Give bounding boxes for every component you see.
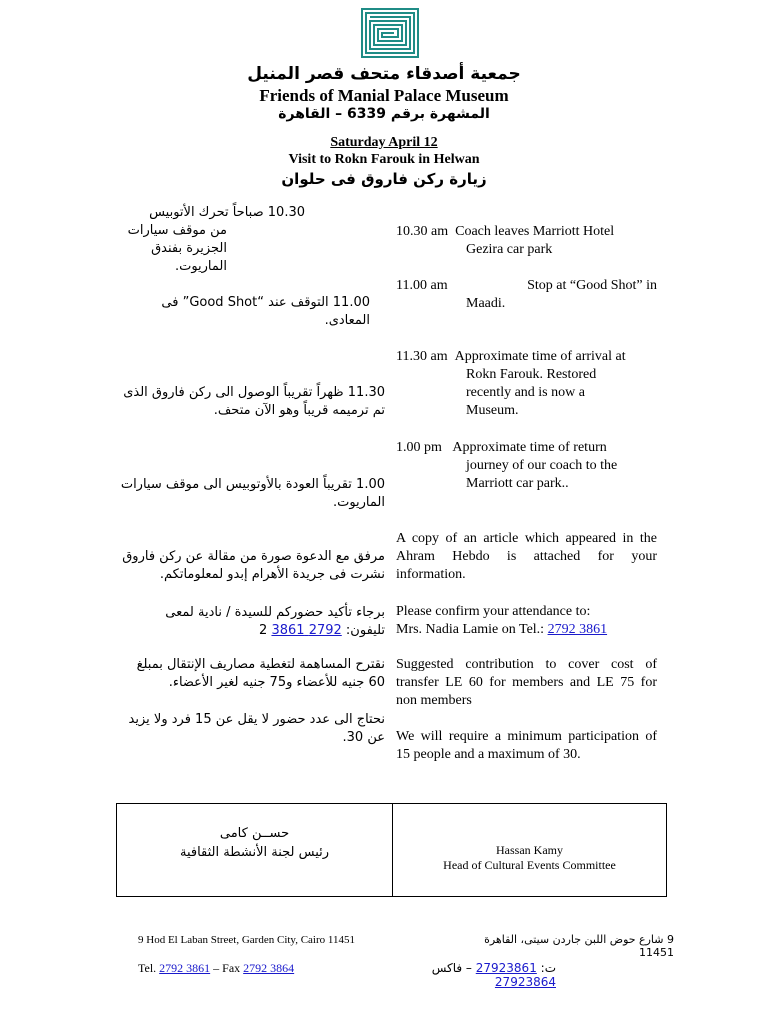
schedule-en-item-3: 11.30 am Approximate time of arrival at Rokn Farouk. Restored recently and is now a Museum.: [396, 349, 626, 418]
footer-ar-tel-link[interactable]: 27923861: [475, 961, 537, 975]
registration-arabic: المشهرة برقم 6339 – القاهرة: [278, 106, 490, 122]
signature-title-arabic: رئيس لجنة الأنشطة الثقافية: [179, 845, 330, 860]
confirm-english: Please confirm your attendance to: Mrs. Nadia Lamie on Tel.: 2792 3861: [396, 604, 608, 637]
schedule-ar-item-3: 11.30 ظهراً تقريباً الوصول الى ركن فاروق الذى تم ترميمه قريباً وهو الآن متحف.: [123, 385, 385, 418]
signature-name-arabic: حســن كامى: [219, 826, 290, 841]
museum-logo: [361, 8, 419, 58]
participation-arabic: نحتاج الى عدد حضور لا يقل عن 15 فرد ولا يزيد عن 30.: [128, 712, 385, 745]
participation-english: We will require a minimum participation of 15 people and a maximum of 30.: [396, 729, 657, 762]
footer-ar-fax-link[interactable]: 27923864: [494, 975, 556, 989]
article-note-english: A copy of an article which appeared in the Ahram Hebdo is attached for your information.: [396, 531, 657, 582]
confirm-phone-link[interactable]: 2792 3861: [547, 622, 608, 637]
event-title-english: Visit to Rokn Farouk in Helwan: [288, 152, 480, 167]
org-name-arabic: جمعية أصدقاء متحف قصر المنيل: [247, 64, 521, 84]
schedule-ar-item-2: 11.00 التوقف عند “Good Shot” فى المعادى.: [161, 295, 370, 328]
schedule-en-item-2: 11.00 am Stop at “Good Shot” in Maadi.: [396, 278, 657, 311]
schedule-en-item-4: 1.00 pm Approximate time of return journey of our coach to the Marriott car park..: [396, 440, 618, 491]
signature-name-english: Hassan Kamy: [496, 843, 563, 857]
footer-contact-english: Tel. 2792 3861 – Fax 2792 3864: [138, 961, 295, 975]
schedule-ar-item-1: 10.30 صباحاً تحرك الأتوبيس من موقف سيارات الجزيرة بفندق الماريوت.: [127, 205, 305, 274]
schedule-en-item-1: 10.30 am Coach leaves Marriott Hotel Gezira car park: [396, 224, 615, 257]
footer-address-arabic: 9 شارع حوض اللبن جاردن سيتى، القاهرة 11451: [484, 933, 674, 959]
signature-title-english: Head of Cultural Events Committee: [443, 858, 616, 872]
footer-fax-link[interactable]: 2792 3864: [243, 961, 295, 975]
footer-address-english: 9 Hod El Laban Street, Garden City, Cairo 11451: [138, 934, 355, 946]
contribution-english: Suggested contribution to cover cost of transfer LE 60 for members and LE 75 for non members: [396, 657, 657, 708]
footer-contact-arabic: ت: 27923861 – فاكس 27923864: [431, 961, 556, 989]
event-date: Saturday April 12: [330, 135, 438, 150]
footer-tel-link[interactable]: 2792 3861: [159, 961, 211, 975]
confirm-arabic: برجاء تأكيد حضوركم للسيدة / نادية لمعى تليفون: 2792 3861 2: [165, 605, 385, 638]
article-note-arabic: مرفق مع الدعوة صورة من مقالة عن ركن فاروق نشرت فى جريدة الأهرام إبدو لمعلوماتكم.: [122, 549, 385, 582]
schedule-ar-item-4: 1.00 تقريباً العودة بالأوتوبيس الى موقف سيارات الماريوت.: [120, 477, 385, 510]
org-name-english: Friends of Manial Palace Museum: [259, 86, 509, 105]
event-title-arabic: زيارة ركن فاروق فى حلوان: [281, 170, 487, 188]
confirm-phone-link-ar[interactable]: 2792 3861: [271, 623, 342, 638]
signature-box: [116, 803, 667, 897]
contribution-arabic: نقترح المساهمة لتغطية مصاريف الإنتقال بمبلغ 60 جنيه للأعضاء و75 جنيه لغير الأعضاء.: [136, 657, 385, 690]
